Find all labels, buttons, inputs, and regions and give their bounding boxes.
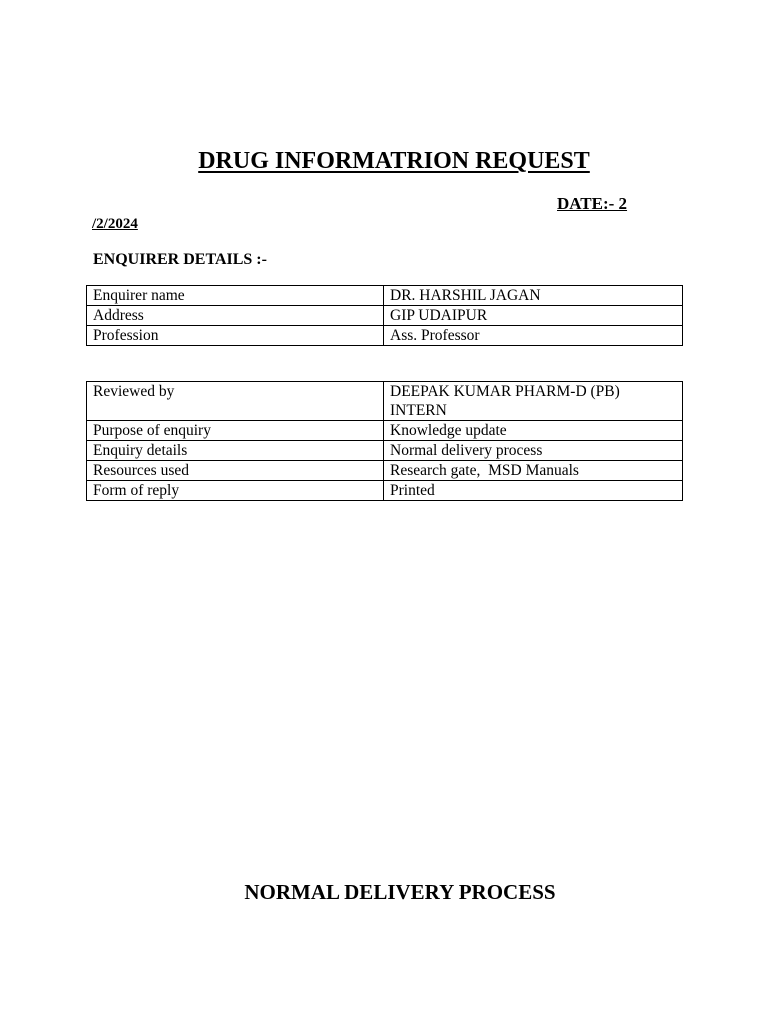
- table-row: [87, 382, 683, 421]
- form-of-reply-value: Printed: [384, 481, 683, 501]
- resources-value: Research gate, MSD Manuals: [384, 461, 683, 481]
- date-continuation: /2/2024: [92, 216, 138, 232]
- enquirer-name-value: DR. HARSHIL JAGAN: [384, 286, 683, 306]
- address-label: Address: [87, 306, 384, 326]
- address-value: GIP UDAIPUR: [384, 306, 683, 326]
- reviewed-by-label: Reviewed by: [87, 382, 384, 421]
- reviewed-by-value: [384, 382, 683, 421]
- purpose-value: Knowledge update: [384, 421, 683, 441]
- reviewed-by-value-line1: DEEPAK KUMAR PHARM-D (PB): [390, 383, 620, 400]
- purpose-label: Purpose of enquiry: [87, 421, 384, 441]
- resources-label: Resources used: [87, 461, 384, 481]
- table-row: [87, 326, 683, 346]
- document-title: DRUG INFORMATRION REQUEST: [198, 148, 590, 174]
- enquiry-details-label: Enquiry details: [87, 441, 384, 461]
- form-of-reply-label: Form of reply: [87, 481, 384, 501]
- enquirer-name-label: Enquirer name: [87, 286, 384, 306]
- table-row: [87, 306, 683, 326]
- profession-label: Profession: [87, 326, 384, 346]
- profession-value: Ass. Professor: [384, 326, 683, 346]
- enquirer-details-heading: ENQUIRER DETAILS :-: [93, 251, 267, 268]
- enquiry-details-value: Normal delivery process: [384, 441, 683, 461]
- table-row: [87, 421, 683, 441]
- enquirer-details-table: [86, 285, 683, 346]
- review-details-table: [86, 381, 683, 501]
- table-row: [87, 481, 683, 501]
- date-label: DATE:- 2: [557, 194, 628, 213]
- table-row: [87, 286, 683, 306]
- section-title: NORMAL DELIVERY PROCESS: [244, 880, 556, 904]
- table-row: [87, 461, 683, 481]
- reviewed-by-value-line2: INTERN: [390, 402, 447, 419]
- table-row: [87, 441, 683, 461]
